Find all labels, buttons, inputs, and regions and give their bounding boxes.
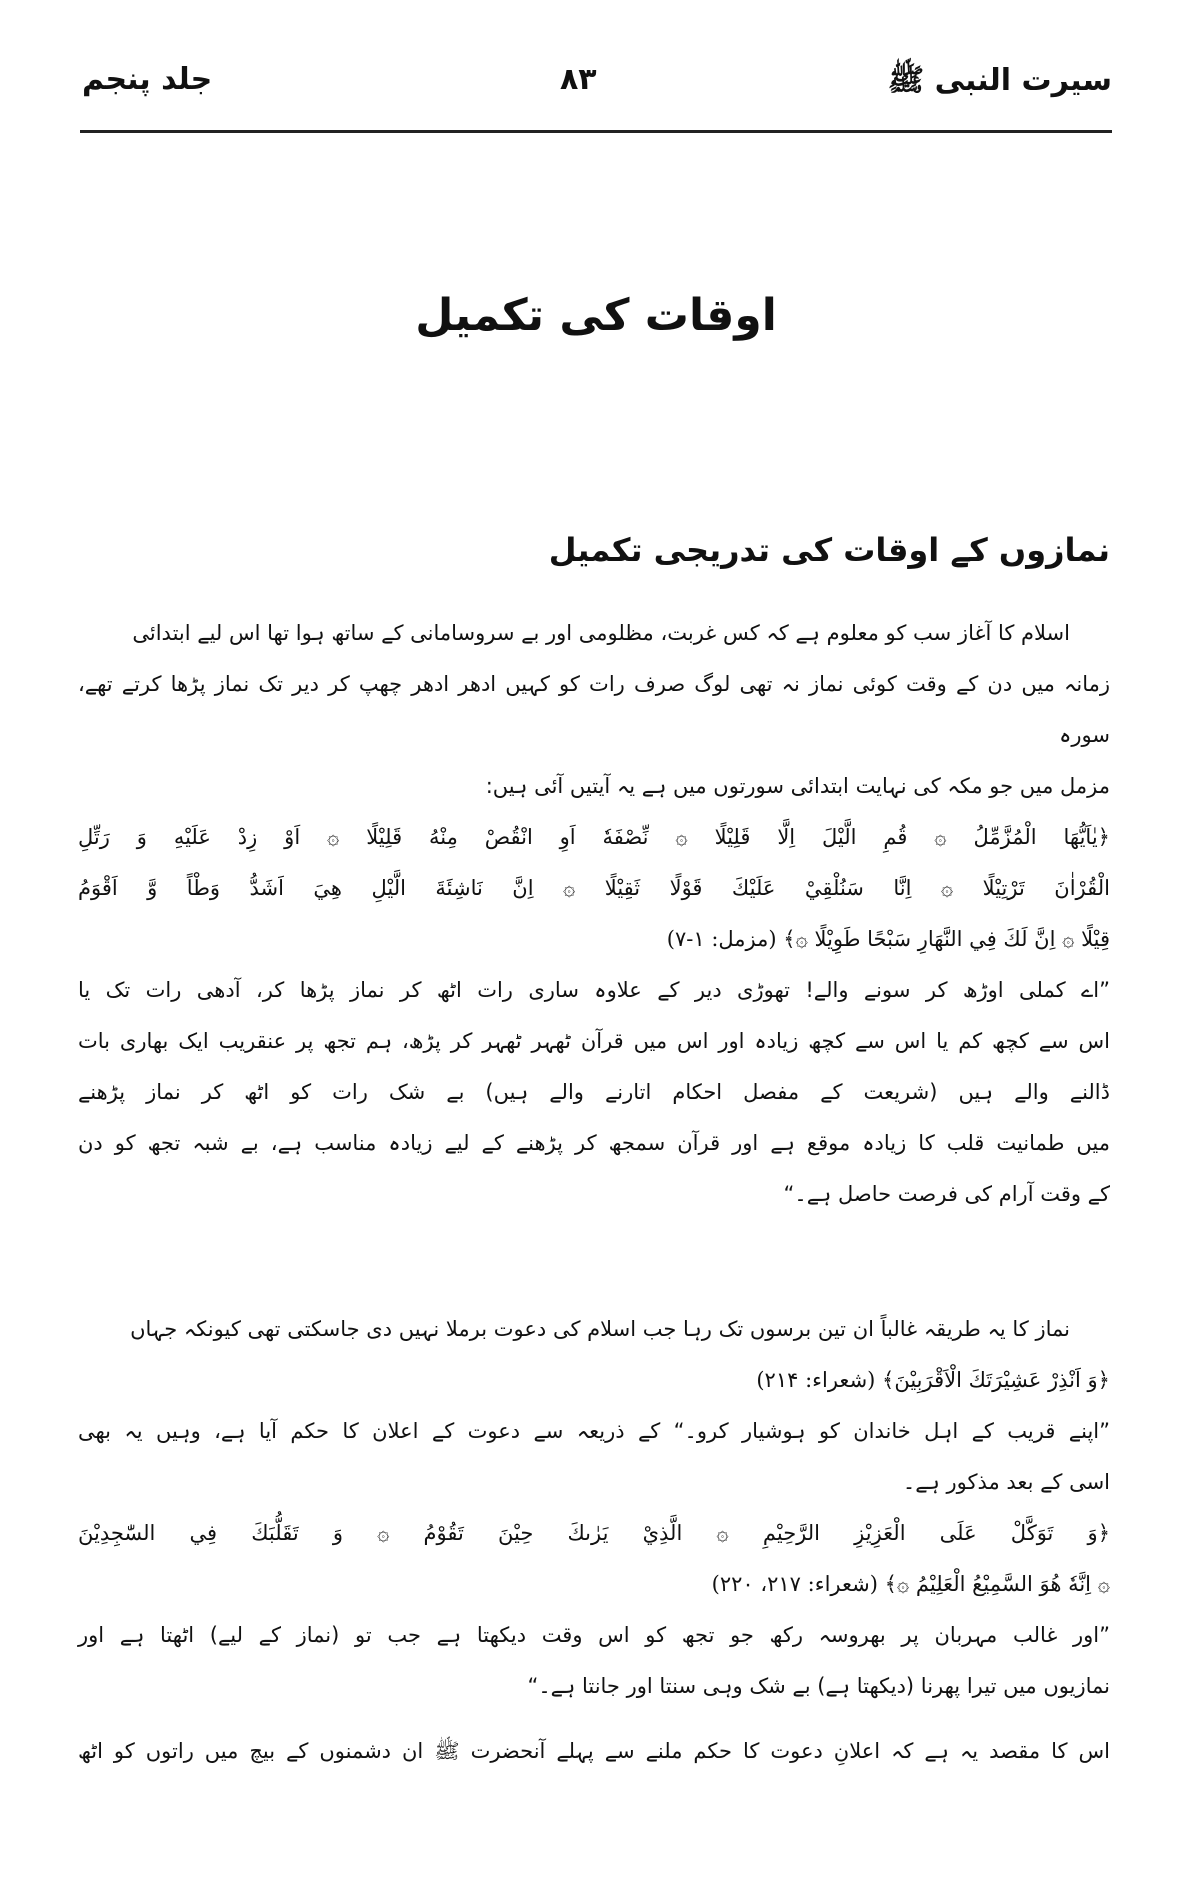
text-line: اس کا مقصد یہ ہے کہ اعلانِ دعوت کا حکم ملنے سے پہلے آنحضرت ﷺ ان دشمنوں کے بیچ میں راتوں کو اٹھ: [78, 1739, 1110, 1763]
quran-verse-line: ﴿وَ اَنْذِرْ عَشِيْرَتَكَ الْاَقْرَبِيْنَ﴾ (شعراء: ۲۱۴): [756, 1368, 1110, 1392]
text-line: ”اپنے قریب کے اہل خاندان کو ہوشیار کرو۔“ کے ذریعہ سے دعوت کے اعلان کا حکم آیا ہے، وہیں یہ بھی: [78, 1419, 1110, 1443]
body-text: [78, 608, 1110, 1777]
header-volume: جلد پنجم: [82, 62, 213, 97]
text-line: زمانہ میں دن کے وقت کوئی نماز نہ تھی لوگ صرف رات کو کہیں ادھر ادھر چھپ کر دیر تک نماز پڑھا کرتے تھے، سورہ: [78, 672, 1110, 747]
quran-verse-line: ۞ اِنَّهٗ هُوَ السَّمِيْعُ الْعَلِيْمُ ۞﴾ (شعراء: ۲۱۷، ۲۲۰): [711, 1572, 1110, 1596]
header-book-title: سیرت النبی ﷺ: [887, 63, 1112, 98]
text-line: میں طمانیت قلب کا زیادہ موقع ہے اور قرآن سمجھ کر پڑھنے کے لیے زیادہ مناسب ہے، بے شبہ تجھ کو دن: [78, 1131, 1110, 1155]
text-line: ”اور غالب مہربان پر بھروسہ رکھ جو تجھ کو اس وقت دیکھتا ہے جب تو (نماز کے لیے) اٹھتا ہے اور: [78, 1623, 1110, 1647]
quran-verse-line: قِيْلًا ۞ اِنَّ لَكَ فِي النَّهَارِ سَبْحًا طَوِيْلًا ۞﴾ (مزمل: ۱-۷): [666, 927, 1110, 951]
quran-verse-line: ﴿يٰاَيُّهَا الْمُزَّمِّلُ ۞ قُمِ الَّيْلَ اِلَّا قَلِيْلًا ۞ نِّصْفَهٗ اَوِ انْقُصْ مِنْهُ قَلِيْلًا ۞ اَوْ زِدْ عَلَيْهِ وَ رَتِّلِ: [78, 825, 1110, 849]
chapter-title: اوقات کی تکمیل: [415, 290, 777, 341]
text-line: اس سے کچھ کم یا اس سے کچھ زیادہ اور اس میں قرآن ٹھہر ٹھہر کر پڑھ، ہم تجھ پر عنقریب ایک بھاری بات: [78, 1029, 1110, 1053]
text-line: اسی کے بعد مذکور ہے۔: [902, 1470, 1110, 1494]
section-heading: نمازوں کے اوقات کی تدریجی تکمیل: [548, 531, 1110, 569]
text-line: کے وقت آرام کی فرصت حاصل ہے۔“: [783, 1182, 1110, 1206]
text-line: نمازیوں میں تیرا پھرنا (دیکھتا ہے) بے شک وہی سنتا اور جانتا ہے۔“: [527, 1674, 1110, 1698]
text-line: نماز کا یہ طریقہ غالباً ان تین برسوں تک رہا جب اسلام کی دعوت برملا نہیں دی جاسکتی تھی کیونکہ جہاں: [130, 1317, 1070, 1341]
text-line: مزمل میں جو مکہ کی نہایت ابتدائی سورتوں میں ہے یہ آیتیں آئی ہیں:: [485, 774, 1110, 798]
text-line: ڈالنے والے ہیں (شریعت کے مفصل احکام اتارنے والے ہیں) بے شک رات کو اٹھ کر نماز پڑھنے: [78, 1080, 1110, 1104]
header-rule: [80, 130, 1112, 133]
text-line: ”اے کملی اوڑھ کر سونے والے! تھوڑی دیر کے علاوہ ساری رات اٹھ کر نماز پڑھا کر، آدھی رات تک یا: [78, 978, 1110, 1002]
text-line: اسلام کا آغاز سب کو معلوم ہے کہ کس غربت، مظلومی اور بے سروسامانی کے ساتھ ہوا تھا اس لیے ابتدائی: [132, 621, 1070, 645]
header-page-number: ۸۳: [560, 62, 597, 97]
quran-verse-line: الْقُرْاٰنَ تَرْتِيْلًا ۞ اِنَّا سَنُلْقِيْ عَلَيْكَ قَوْلًا ثَقِيْلًا ۞ اِنَّ نَاشِئَةَ الَّيْلِ هِيَ اَشَدُّ وَطْاً وَّ اَقْوَمُ: [78, 876, 1110, 900]
quran-verse-line: ﴿وَ تَوَكَّلْ عَلَى الْعَزِيْزِ الرَّحِيْمِ ۞ الَّذِيْ يَرٰىكَ حِيْنَ تَقُوْمُ ۞ وَ تَقَلُّبَكَ فِي السّٰجِدِيْنَ: [78, 1521, 1111, 1545]
